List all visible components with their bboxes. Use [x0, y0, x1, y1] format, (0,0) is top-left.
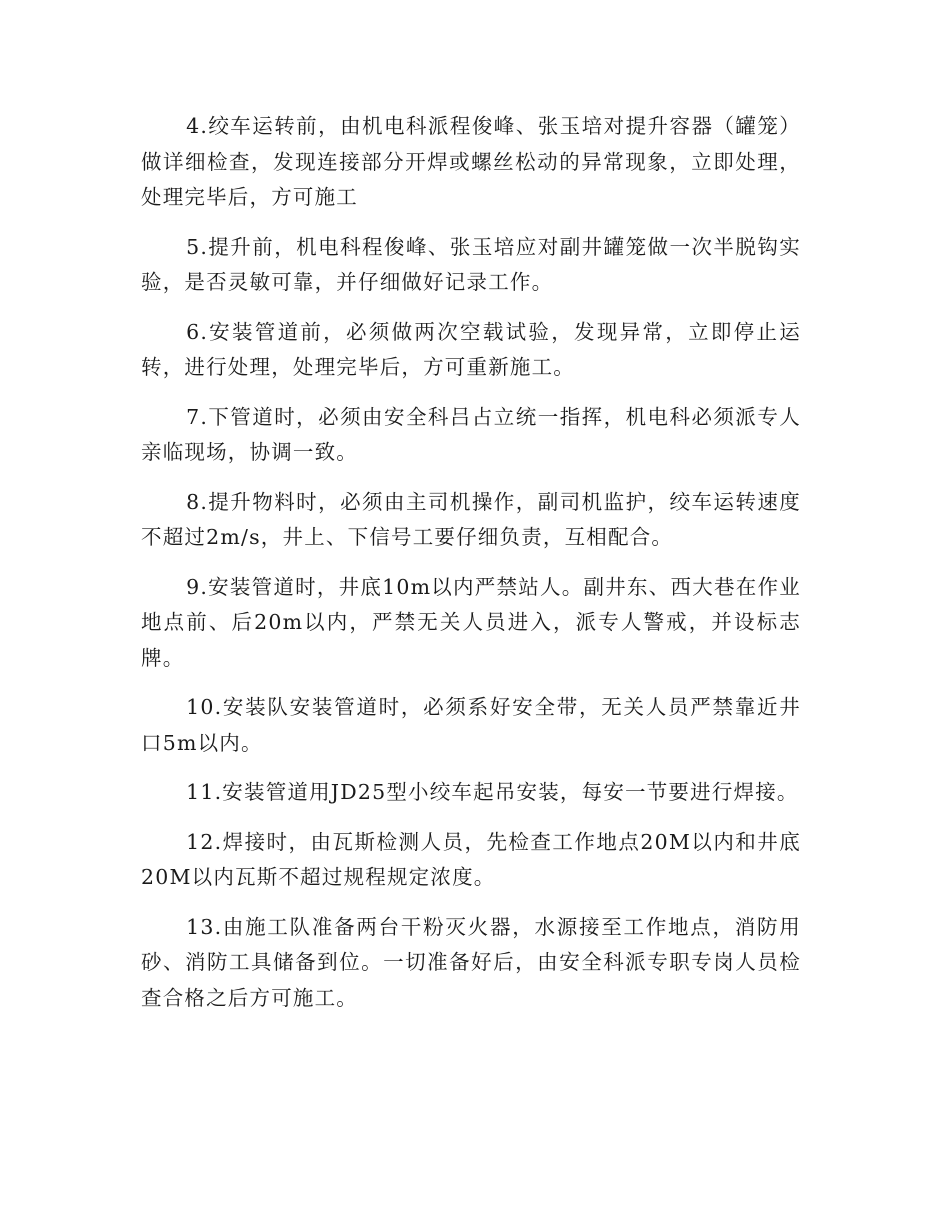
paragraph-item-9: 9.安装管道时，井底10m以内严禁站人。副井东、西大巷在作业地点前、后20m以内，严禁无关人员进入，派专人警戒，并设标志牌。	[141, 574, 801, 670]
paragraph-item-7: 7.下管道时，必须由安全科吕占立统一指挥，机电科必须派专人亲临现场，协调一致。	[141, 404, 801, 464]
paragraph-item-4: 4.绞车运转前，由机电科派程俊峰、张玉培对提升容器（罐笼）做详细检查，发现连接部分开焊或螺丝松动的异常现象，立即处理，处理完毕后，方可施工	[141, 114, 801, 209]
paragraph-item-12: 12.焊接时，由瓦斯检测人员，先检查工作地点20M以内和井底20M以内瓦斯不超过规程规定浓度。	[141, 829, 801, 889]
paragraph-item-5: 5.提升前，机电科程俊峰、张玉培应对副井罐笼做一次半脱钩实验，是否灵敏可靠，并仔细做好记录工作。	[141, 234, 801, 294]
paragraph-item-13: 13.由施工队准备两台干粉灭火器，水源接至工作地点，消防用砂、消防工具储备到位。一切准备好后，由安全科派专职专岗人员检查合格之后方可施工。	[141, 914, 801, 1010]
paragraph-item-11: 11.安装管道用JD25型小绞车起吊安装，每安一节要进行焊接。	[186, 780, 799, 804]
document-body	[141, 109, 801, 1030]
paragraph-item-10: 10.安装队安装管道时，必须系好安全带，无关人员严禁靠近井口5m以内。	[141, 695, 801, 755]
paragraph-item-6: 6.安装管道前，必须做两次空载试验，发现异常，立即停止运转，进行处理，处理完毕后，方可重新施工。	[141, 319, 801, 379]
paragraph-item-8: 8.提升物料时，必须由主司机操作，副司机监护，绞车运转速度不超过2m/s，井上、下信号工要仔细负责，互相配合。	[141, 489, 801, 549]
